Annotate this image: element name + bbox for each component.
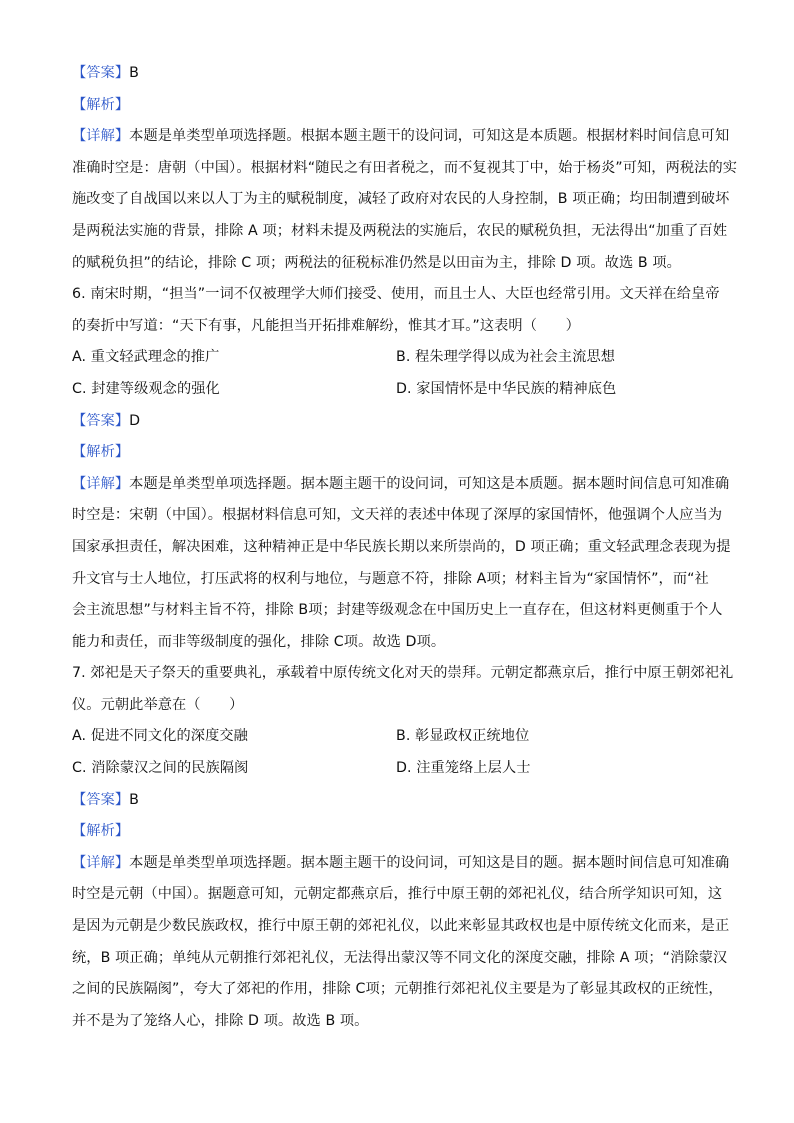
analysis-heading bbox=[72, 90, 732, 122]
detail-line: 并不是为了笼络人心，排除 D 项。故选 B 项。 bbox=[72, 1012, 369, 1029]
answer-label: 【答案】 bbox=[72, 65, 130, 81]
question-stem-line: 6. 南宋时期，“担当”一词不仅被理学大师们接受、使用，而且士人、大臣也经常引用。文天祥在给皇帝 bbox=[72, 286, 720, 303]
answer-line bbox=[72, 785, 732, 817]
detail-line: 是因为元朝是少数民族政权，推行中原王朝的郊祀礼仪，以此来彰显其政权也是中原传统文化而来，是正 bbox=[72, 918, 730, 935]
detail-label: 【详解】 bbox=[72, 128, 130, 145]
detail-line: 统，B 项正确；单纯从元朝推行郊祀礼仪，无法得出蒙汉等不同文化的深度交融，排除 A 项；“消除蒙汉 bbox=[72, 949, 728, 966]
question-stem-line: 7. 郊祀是天子祭天的重要典礼，承载着中原传统文化对天的崇拜。元朝定都燕京后，推行中原王朝郊祀礼 bbox=[72, 665, 734, 682]
options-row bbox=[72, 374, 732, 406]
detail-line bbox=[72, 848, 732, 880]
option-a: A. 重文轻武理念的推广 bbox=[72, 349, 220, 366]
option-d: D. 注重笼络上层人士 bbox=[396, 760, 531, 777]
option-a: A. 促进不同文化的深度交融 bbox=[72, 728, 248, 745]
detail-text: 本题是单类型单项选择题。据本题主题干的设问词，可知这是目的题。据本题时间信息可知准确 bbox=[129, 854, 730, 871]
option-d: D. 家国情怀是中华民族的精神底色 bbox=[396, 380, 617, 397]
option-c: C. 消除蒙汉之间的民族隔阂 bbox=[72, 760, 249, 777]
analysis-heading bbox=[72, 816, 732, 848]
detail-line: 是两税法实施的背景，排除 A 项；材料未提及两税法的实施后，农民的赋税负担，无法得出“加重了百姓 bbox=[72, 222, 728, 239]
detail-line: 之间的民族隔阂”，夸大了郊祀的作用，排除 C项；元朝推行郊祀礼仪主要是为了彰显其政权的正统性， bbox=[72, 981, 723, 998]
detail-label: 【详解】 bbox=[72, 854, 130, 871]
analysis-label: 【解析】 bbox=[72, 96, 130, 113]
answer-line bbox=[72, 406, 732, 438]
detail-line bbox=[72, 121, 732, 153]
detail-line: 时空是：宋朝（中国）。根据材料信息可知，文天祥的表述中体现了深厚的家国情怀，他强调个人应当为 bbox=[72, 507, 723, 524]
detail-text: 本题是单类型单项选择题。据本题主题干的设问词，可知这是本质题。据本题时间信息可知准确 bbox=[129, 475, 730, 492]
answer-line bbox=[72, 58, 732, 90]
analysis-heading bbox=[72, 437, 732, 469]
detail-label: 【详解】 bbox=[72, 475, 130, 492]
answer-label: 【答案】 bbox=[72, 791, 130, 808]
answer-label: 【答案】 bbox=[72, 412, 130, 429]
question-stem-line: 仪。元朝此举意在（ ） bbox=[72, 696, 244, 713]
option-b: B. 彰显政权正统地位 bbox=[396, 728, 530, 745]
option-c: C. 封建等级观念的强化 bbox=[72, 380, 220, 397]
detail-line: 时空是元朝（中国）。据题意可知，元朝定都燕京后，推行中原王朝的郊祀礼仪，结合所学知识可知，这 bbox=[72, 886, 723, 903]
detail-line: 的赋税负担”的结论，排除 C 项；两税法的征税标准仍然是以田亩为主，排除 D 项。故选 B 项。 bbox=[72, 254, 681, 271]
answer-value: B bbox=[129, 65, 139, 81]
detail-line: 施改变了自战国以来以人丁为主的赋税制度，减轻了政府对农民的人身控制，B 项正确；均田制遭到破坏 bbox=[72, 191, 730, 208]
detail-line: 会主流思想”与材料主旨不符，排除 B项；封建等级观念在中国历史上一直存在，但这材料更侧重于个人 bbox=[72, 602, 723, 619]
detail-line: 升文官与士人地位，打压武将的权利与地位，与题意不符，排除 A项；材料主旨为“家国情怀”，而“社 bbox=[72, 570, 709, 587]
answer-value: B bbox=[129, 791, 139, 808]
analysis-label: 【解析】 bbox=[72, 444, 130, 461]
detail-line: 国家承担责任，解决困难，这种精神正是中华民族长期以来所崇尚的，D 项正确；重文轻武理念表现为提 bbox=[72, 538, 731, 555]
detail-text: 本题是单类型单项选择题。根据本题主题干的设问词，可知这是本质题。根据材料时间信息可知 bbox=[129, 128, 730, 145]
detail-line: 准确时空是：唐朝（中国）。根据材料“随民之有田者税之，而不复视其丁中，始于杨炎”可知，两税法的实 bbox=[72, 159, 738, 176]
options-row bbox=[72, 721, 732, 753]
option-b: B. 程朱理学得以成为社会主流思想 bbox=[396, 349, 616, 366]
analysis-label: 【解析】 bbox=[72, 823, 130, 840]
answer-value: D bbox=[129, 412, 141, 429]
detail-line: 能力和责任，而非等级制度的强化，排除 C项。故选 D项。 bbox=[72, 633, 446, 650]
document-page bbox=[72, 58, 738, 1037]
options-row bbox=[72, 342, 732, 374]
options-row bbox=[72, 753, 732, 785]
detail-line bbox=[72, 469, 732, 501]
question-stem-line: 的奏折中写道：“天下有事，凡能担当开拓排难解纷，惟其才耳。”这表明（ ） bbox=[72, 317, 580, 334]
